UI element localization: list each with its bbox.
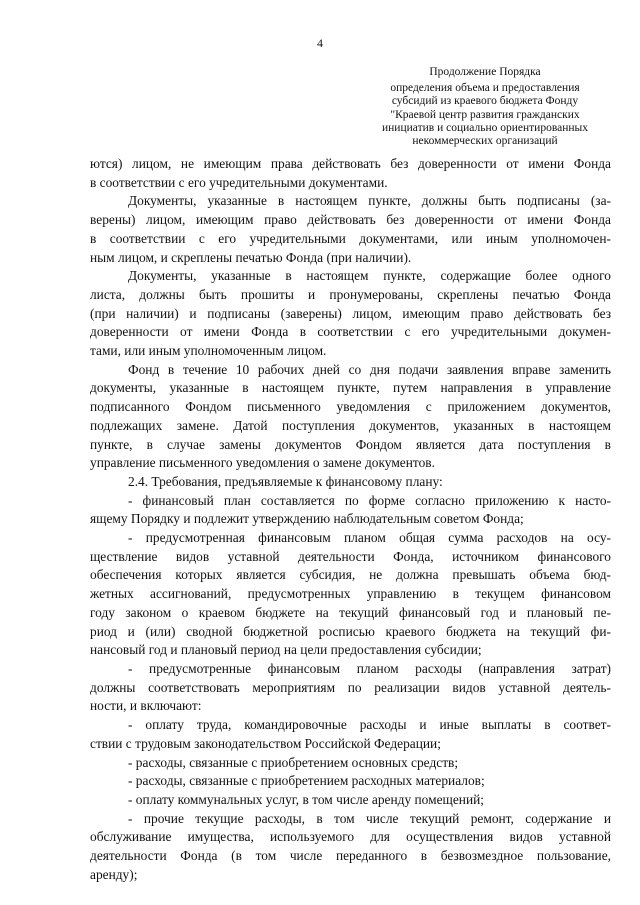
- page-number: 4: [317, 36, 323, 50]
- header-line: "Краевой центр развития гражданских: [390, 108, 580, 121]
- text-line: - прочие текущие расходы, в том числе текущий ремонт, содержание и: [128, 810, 611, 826]
- text-line: обслуживание имущества, используемого для осуществления видов уставной: [90, 829, 611, 845]
- text-line: - оплату труда, командировочные расходы и иные выплаты в соответ-: [128, 717, 611, 733]
- header-line: субсидий из краевого бюджета Фонду: [391, 95, 579, 108]
- header-line: инициатив и социально ориентированных: [382, 121, 588, 134]
- text-line: доверенности от имени Фонда в соответствии с его учредительными докумен-: [90, 324, 611, 340]
- text-line: деятельности Фонда (в том числе переданного в безвозмездное пользование,: [90, 848, 611, 864]
- continuation-title: Продолжение Порядка: [429, 66, 541, 78]
- text-line: в соответствии с его учредительными документами.: [90, 174, 388, 190]
- header-line: некоммерческих организаций: [412, 135, 558, 148]
- text-line: листа, должны быть прошиты и пронумерованы, скреплены печатью Фонда: [90, 286, 611, 302]
- text-line: должны соответствовать мероприятиям по реализации видов уставной деятель-: [90, 679, 611, 695]
- text-line: Документы, указанные в настоящем пункте, содержащие более одного: [128, 268, 611, 284]
- text-line: - расходы, связанные с приобретением расходных материалов;: [128, 773, 485, 789]
- text-line: - финансовый план составляется по форме согласно приложению к насто-: [128, 492, 611, 508]
- text-line: ются) лицом, не имеющим права действовать без доверенности от имени Фонда: [90, 156, 611, 171]
- text-line: риод и (или) сводной бюджетной росписью краевого бюджета на текущий фи-: [90, 623, 611, 639]
- document-body: [90, 155, 611, 884]
- text-line: ществление видов уставной деятельности Фонда, источником финансового: [90, 548, 611, 564]
- continuation-header: [355, 66, 615, 148]
- text-line: ствии с трудовым законодательством Российской Федерации;: [90, 735, 441, 751]
- text-line: ящему Порядку и подлежит утверждению наблюдательным советом Фонда;: [90, 511, 524, 527]
- text-line: в соответствии с его учредительными документами, или иным уполномочен-: [90, 230, 611, 246]
- text-line: верены) лицом, имеющим право действовать без доверенности от имени Фонда: [90, 212, 611, 228]
- text-line: Документы, указанные в настоящем пункте, должны быть подписаны (за-: [128, 193, 611, 209]
- text-line: пункте, в случае замены документов Фондом является дата поступления в: [90, 436, 611, 452]
- text-line: - расходы, связанные с приобретением основных средств;: [128, 754, 459, 770]
- text-line: 2.4. Требования, предъявляемые к финансовому плану:: [128, 473, 443, 489]
- text-line: управление письменного уведомления о замене документов.: [90, 455, 435, 471]
- text-line: ности, и включают:: [90, 698, 202, 714]
- text-line: нансовый год и плановый период на цели предоставления субсидии;: [90, 642, 482, 658]
- text-line: - предусмотренная финансовым планом общая сумма расходов на осу-: [128, 530, 611, 546]
- text-line: документы, указанные в настоящем пункте, путем направления в управление: [90, 380, 611, 396]
- text-line: обеспечения которых является субсидия, не должна превышать объема бюд-: [90, 567, 611, 583]
- text-line: ным лицом, и скреплены печатью Фонда (при наличии).: [90, 249, 412, 265]
- text-line: аренду);: [90, 866, 138, 882]
- text-line: тами, или иным уполномоченным лицом.: [90, 343, 327, 359]
- text-line: Фонд в течение 10 рабочих дней со дня подачи заявления вправе заменить: [128, 361, 611, 377]
- text-line: жетных ассигнований, предусмотренных управлению в текущем финансовом: [90, 586, 611, 602]
- text-line: году законом о краевом бюджете на текущий финансовый год и плановый пе-: [90, 604, 611, 620]
- text-line: - оплату коммунальных услуг, в том числе аренду помещений;: [128, 791, 485, 807]
- text-line: подлежащих замене. Датой поступления документов, указанных в настоящем: [90, 417, 611, 433]
- text-line: подписанного Фондом письменного уведомления с приложением документов,: [90, 399, 611, 415]
- header-line: определения объема и предоставления: [390, 82, 580, 95]
- text-line: (при наличии) и подписаны (заверены) лицом, имеющим право действовать без: [90, 305, 611, 321]
- text-line: - предусмотренные финансовым планом расходы (направления затрат): [128, 660, 611, 676]
